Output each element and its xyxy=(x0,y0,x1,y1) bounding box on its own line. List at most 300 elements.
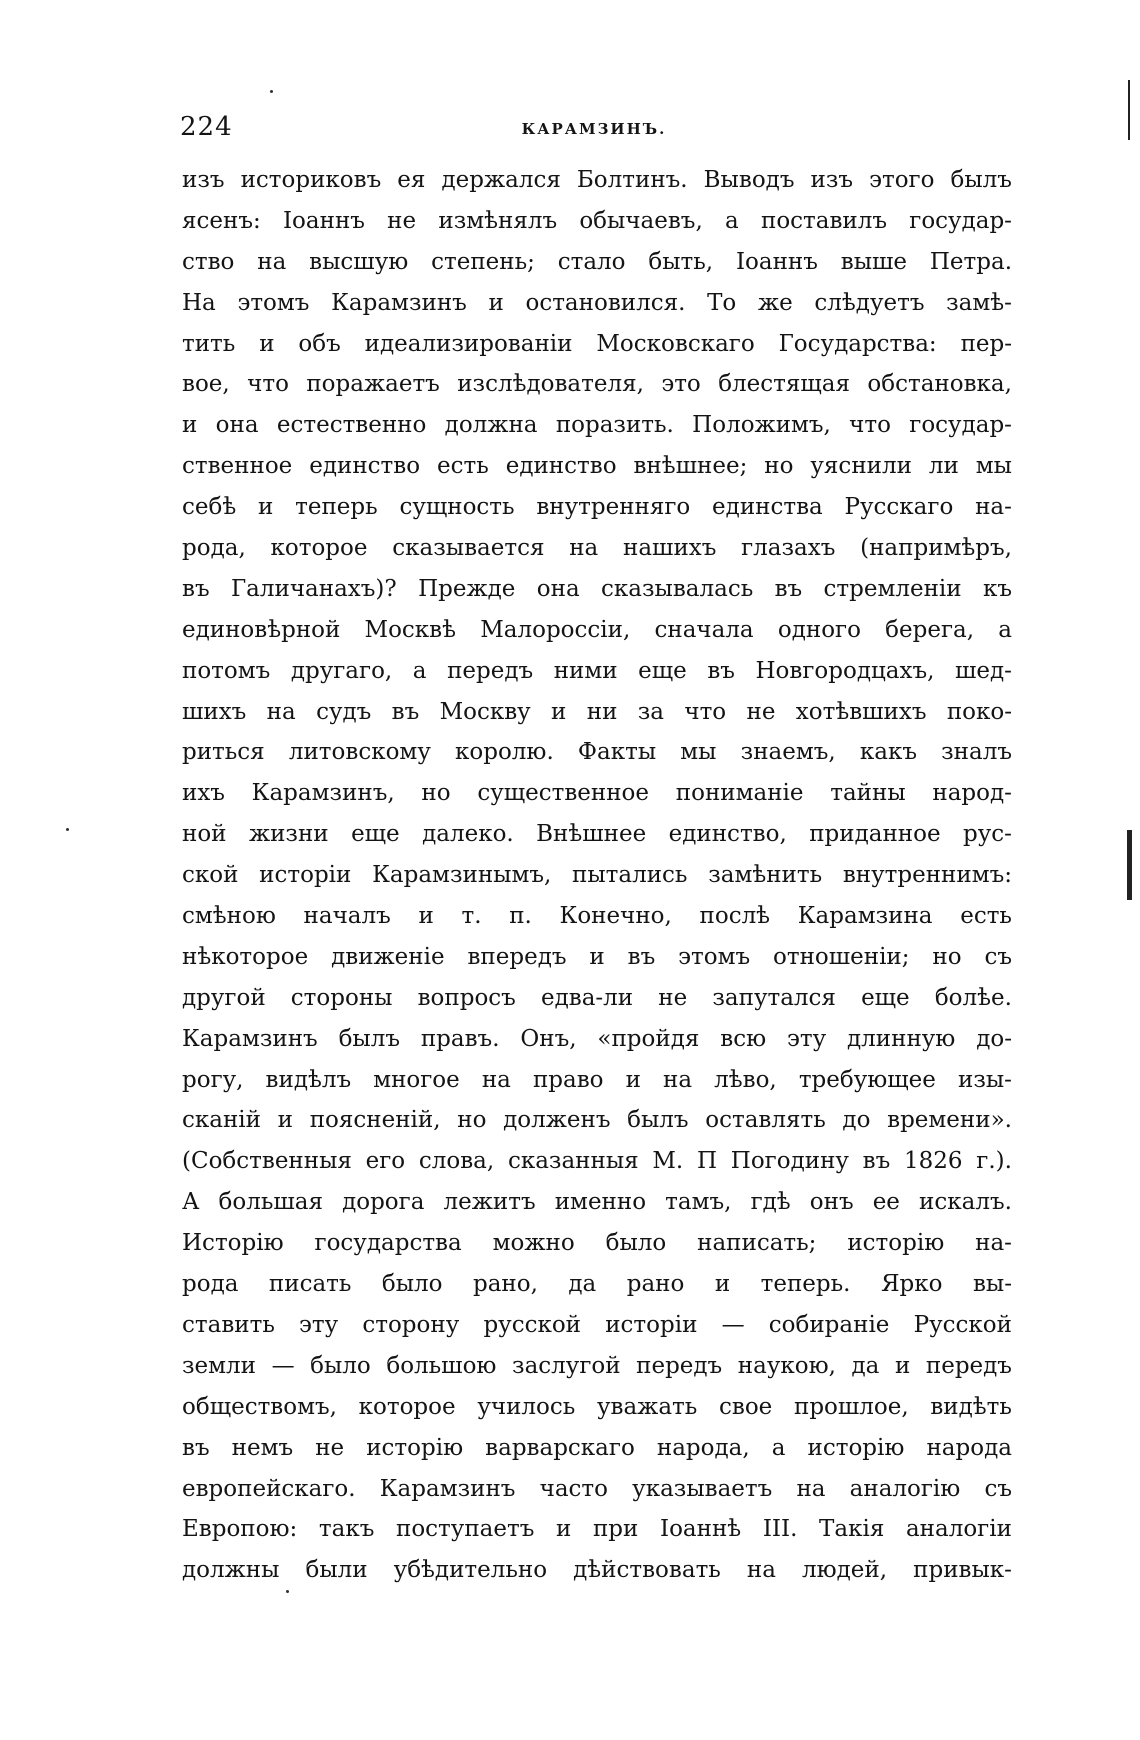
word: ними xyxy=(553,657,618,684)
word: Русской xyxy=(913,1311,1012,1338)
word: лежитъ xyxy=(443,1189,536,1216)
word: искалъ. xyxy=(919,1189,1012,1216)
word: г.). xyxy=(976,1148,1012,1175)
word: болѣе. xyxy=(934,984,1012,1011)
word: пониманіе xyxy=(675,780,804,807)
word: замѣ- xyxy=(946,289,1012,316)
word: ихъ xyxy=(182,780,225,807)
word: былъ xyxy=(627,1107,689,1134)
word: которое xyxy=(270,535,368,562)
word: сторону xyxy=(362,1311,460,1338)
text-line xyxy=(182,569,1012,610)
word: потомъ xyxy=(182,657,271,684)
word: европейскаго. xyxy=(182,1475,356,1502)
word: поступаетъ xyxy=(396,1516,535,1543)
word: единство xyxy=(505,453,617,480)
word: историковъ xyxy=(240,167,382,193)
word: поясненій, xyxy=(309,1107,441,1134)
word: было xyxy=(310,1352,371,1379)
word: есть xyxy=(437,453,489,480)
text-line xyxy=(182,528,1012,569)
word: да xyxy=(851,1352,880,1379)
word: на xyxy=(481,1066,511,1093)
word: Іоаннъ xyxy=(282,207,365,234)
word: аналогію xyxy=(849,1475,961,1502)
word: на xyxy=(796,1475,826,1502)
word: единовѣрной xyxy=(182,616,341,643)
word: высшую xyxy=(309,248,409,275)
scan-speck xyxy=(270,90,273,93)
word: судъ xyxy=(316,698,372,725)
word: а xyxy=(412,657,427,684)
word: съ xyxy=(984,1475,1012,1502)
word: единства xyxy=(712,494,823,521)
body-text xyxy=(182,160,1012,1591)
word: при xyxy=(592,1516,639,1543)
word: тить xyxy=(182,330,236,357)
scan-speck xyxy=(66,828,69,831)
word: въ xyxy=(862,1148,891,1175)
word: требующее xyxy=(798,1066,936,1093)
word: и xyxy=(714,1271,731,1298)
word: ной xyxy=(182,821,227,848)
word: и xyxy=(418,903,434,930)
word: сказывается xyxy=(392,535,545,562)
word: стало xyxy=(557,248,626,275)
text-line xyxy=(182,855,1012,896)
word: поражаетъ xyxy=(306,371,440,398)
word: Новгородцахъ, xyxy=(755,657,935,684)
word: рода xyxy=(182,1271,239,1298)
word: что xyxy=(849,412,891,439)
word: право xyxy=(532,1066,604,1093)
word: заслугой xyxy=(512,1352,621,1379)
word: литовскому xyxy=(288,739,431,766)
word: смѣною xyxy=(182,903,276,930)
word: изъ xyxy=(810,167,854,193)
word: народ- xyxy=(932,780,1012,807)
word: теперь. xyxy=(760,1271,851,1298)
word: уважать xyxy=(596,1393,698,1420)
word: какъ xyxy=(859,739,917,766)
text-line xyxy=(182,324,1012,365)
word: а xyxy=(725,207,739,234)
word: въ xyxy=(182,1434,210,1461)
word: То xyxy=(707,289,737,316)
word: обстановка, xyxy=(867,371,1012,398)
word: Конечно, xyxy=(559,903,672,930)
word: рано xyxy=(626,1271,685,1298)
word: Ярко xyxy=(880,1271,943,1298)
word: и xyxy=(555,1516,572,1543)
word: писать xyxy=(268,1271,352,1298)
word: написать; xyxy=(697,1230,817,1257)
word: едва-ли xyxy=(540,984,634,1011)
word: Выводъ xyxy=(703,167,795,193)
word: нѣкоторое xyxy=(182,943,309,970)
word: аналогіи xyxy=(905,1516,1012,1543)
word: ственное xyxy=(182,453,293,480)
word: т. xyxy=(461,903,482,930)
word: ли xyxy=(928,453,959,480)
word: Москвѣ xyxy=(364,616,457,643)
word: быть, xyxy=(648,248,714,275)
word: собираніе xyxy=(768,1311,890,1338)
word: Петра. xyxy=(929,248,1012,275)
word: большою xyxy=(386,1352,497,1379)
word: поразить. xyxy=(555,412,674,439)
word: Карамзинъ, xyxy=(251,780,395,807)
word: ство xyxy=(182,248,235,275)
word: и xyxy=(589,943,605,970)
word: лѣво, xyxy=(714,1066,777,1093)
text-line xyxy=(182,201,1012,242)
word: другаго, xyxy=(290,657,393,684)
word: людей, xyxy=(802,1557,888,1584)
word: земли xyxy=(182,1352,256,1379)
word: поставилъ xyxy=(760,207,888,234)
word: должны xyxy=(182,1557,280,1584)
word: рус- xyxy=(963,821,1012,848)
word: были xyxy=(305,1557,368,1584)
word: часто xyxy=(539,1475,608,1502)
word: движеніе xyxy=(331,943,445,970)
word: ея xyxy=(397,167,426,193)
word: всю xyxy=(720,1025,767,1052)
word: изслѣдователя, xyxy=(457,371,644,398)
word: прошлое, xyxy=(793,1393,909,1420)
text-line xyxy=(182,814,1012,855)
text-line xyxy=(182,1223,1012,1264)
word: въ xyxy=(774,575,803,602)
word: Карамзинъ xyxy=(182,1025,318,1052)
word: этого xyxy=(869,167,935,193)
text-line xyxy=(182,1141,1012,1182)
word: училось xyxy=(477,1393,576,1420)
word: еще xyxy=(861,984,910,1011)
text-line xyxy=(182,446,1012,487)
text-line xyxy=(182,1346,1012,1387)
word: и xyxy=(182,412,198,439)
word: передъ xyxy=(636,1352,723,1379)
word: должна xyxy=(444,412,538,439)
text-line xyxy=(182,1387,1012,1428)
word: и xyxy=(488,289,504,316)
word: было xyxy=(605,1230,667,1257)
word: можно xyxy=(492,1230,575,1257)
word: Іоаннъ xyxy=(735,248,818,275)
word: гдѣ xyxy=(750,1189,791,1216)
word: но xyxy=(932,943,962,970)
word: III. xyxy=(762,1516,798,1543)
text-line xyxy=(182,1509,1012,1550)
word: далеко. xyxy=(422,821,514,848)
word: пер- xyxy=(960,330,1012,357)
word: за xyxy=(637,698,665,725)
word: многое xyxy=(373,1066,460,1093)
word: стремленіи xyxy=(823,575,962,602)
word: приданное xyxy=(809,821,941,848)
word: и xyxy=(258,494,274,521)
word: естественно xyxy=(276,412,427,439)
word: до xyxy=(842,1107,871,1134)
word: долженъ xyxy=(503,1107,611,1134)
word: существенное xyxy=(477,780,650,807)
word: русской xyxy=(483,1311,582,1338)
word: государ- xyxy=(909,207,1012,234)
word: рогу, xyxy=(182,1066,244,1093)
word: Малороссіи, xyxy=(480,616,631,643)
text-line xyxy=(182,405,1012,446)
word: Москву xyxy=(439,698,531,725)
word: теперь xyxy=(295,494,378,521)
word: сказывалась xyxy=(601,575,754,602)
word: Погодину xyxy=(730,1148,849,1175)
word: слѣдуетъ xyxy=(814,289,925,316)
word: (Собственныя xyxy=(182,1148,352,1175)
word: было xyxy=(381,1271,443,1298)
word: дорога xyxy=(342,1189,425,1216)
word: но xyxy=(764,453,794,480)
word: но xyxy=(457,1107,487,1134)
text-line xyxy=(182,1264,1012,1305)
word: Такія xyxy=(819,1516,885,1543)
word: передъ xyxy=(447,657,534,684)
word: изы- xyxy=(957,1066,1012,1093)
text-line xyxy=(182,651,1012,692)
word: что xyxy=(247,371,289,398)
word: на xyxy=(257,248,287,275)
word: Прежде xyxy=(418,575,516,602)
word: шихъ xyxy=(182,698,247,725)
word: именно xyxy=(554,1189,647,1216)
word: началъ xyxy=(303,903,391,930)
word: да xyxy=(568,1271,597,1298)
word: на xyxy=(746,1557,776,1584)
word: знаемъ, xyxy=(740,739,836,766)
word: изъ xyxy=(182,167,225,193)
word: Галичанахъ)? xyxy=(230,575,397,602)
word: Іоаннѣ xyxy=(659,1516,742,1543)
word: выше xyxy=(840,248,907,275)
word: нашихъ xyxy=(623,535,717,562)
word: на xyxy=(663,1066,693,1093)
word: впередъ xyxy=(467,943,567,970)
text-line xyxy=(182,364,1012,405)
word: степень; xyxy=(431,248,535,275)
word: онъ xyxy=(809,1189,854,1216)
page-number: 224 xyxy=(180,112,233,142)
text-line xyxy=(182,1060,1012,1101)
word: себѣ xyxy=(182,494,237,521)
word: единство xyxy=(309,453,421,480)
word: королю. xyxy=(455,739,554,766)
word: исторію xyxy=(807,1434,905,1461)
word: въ xyxy=(182,575,210,602)
word: сущность xyxy=(399,494,515,521)
text-line xyxy=(182,1428,1012,1469)
word: же xyxy=(757,289,793,316)
word: другой xyxy=(182,984,266,1011)
word: исторіи xyxy=(259,862,352,889)
word: что xyxy=(684,698,727,725)
word: мы xyxy=(680,739,717,766)
word: Внѣшнее xyxy=(536,821,647,848)
word: Государства: xyxy=(778,330,937,357)
word: держался xyxy=(441,167,561,193)
word: одного xyxy=(777,616,861,643)
word: Карамзинъ xyxy=(331,289,467,316)
word: Болтинъ. xyxy=(576,167,688,193)
text-line xyxy=(182,732,1012,773)
word: наукою, xyxy=(737,1352,836,1379)
word: 1826 xyxy=(904,1148,963,1175)
word: передъ xyxy=(925,1352,1012,1379)
word: такъ xyxy=(318,1516,375,1543)
word: Европою: xyxy=(182,1516,298,1543)
text-line xyxy=(182,1182,1012,1223)
word: обычаевъ, xyxy=(579,207,703,234)
word: но xyxy=(421,780,451,807)
word: былъ xyxy=(950,167,1012,193)
text-line xyxy=(182,896,1012,937)
word: варварскаго xyxy=(485,1434,635,1461)
text-line xyxy=(182,283,1012,324)
word: исторіи xyxy=(605,1311,698,1338)
word: рано, xyxy=(472,1271,538,1298)
word: внутренняго xyxy=(536,494,691,521)
text-line xyxy=(182,487,1012,528)
word: на- xyxy=(975,1230,1012,1257)
word: исторію xyxy=(366,1434,464,1461)
word: не xyxy=(387,207,417,234)
running-head xyxy=(180,112,1008,146)
word: государства xyxy=(314,1230,462,1257)
word: она xyxy=(215,412,259,439)
word: (напримѣръ, xyxy=(860,535,1012,562)
text-line xyxy=(182,242,1012,283)
word: идеализированіи xyxy=(364,330,573,357)
word: въ xyxy=(391,698,420,725)
text-line xyxy=(182,1019,1012,1060)
word: единство, xyxy=(668,821,787,848)
word: рода, xyxy=(182,535,246,562)
word: уяснили xyxy=(810,453,912,480)
word: есть xyxy=(960,903,1012,930)
word: ясенъ: xyxy=(182,207,261,234)
word: эту xyxy=(787,1025,827,1052)
word: блестящая xyxy=(718,371,850,398)
word: не xyxy=(746,698,776,725)
word: п. xyxy=(509,903,532,930)
text-line xyxy=(182,1550,1012,1591)
word: сказанныя xyxy=(507,1148,639,1175)
word: правъ. xyxy=(420,1025,500,1052)
word: которое xyxy=(358,1393,456,1420)
word: сканій xyxy=(182,1107,261,1134)
page-edge-mark xyxy=(1128,80,1130,140)
word: народа xyxy=(926,1434,1012,1461)
text-line xyxy=(182,1100,1012,1141)
word: не xyxy=(315,1434,345,1461)
text-line xyxy=(182,1469,1012,1510)
word: а xyxy=(771,1434,786,1461)
text-line xyxy=(182,160,1012,201)
word: замѣнить xyxy=(708,862,823,889)
word: эту xyxy=(299,1311,339,1338)
word: глазахъ xyxy=(741,535,836,562)
text-line xyxy=(182,1305,1012,1346)
word: свое xyxy=(718,1393,773,1420)
word: вопросъ xyxy=(417,984,516,1011)
word: привык- xyxy=(913,1557,1012,1584)
word: пытались xyxy=(572,862,688,889)
word: еще xyxy=(351,821,400,848)
word: немъ xyxy=(231,1434,294,1461)
word: съ xyxy=(984,943,1012,970)
word: ни xyxy=(586,698,618,725)
word: Карамзинъ xyxy=(379,1475,516,1502)
word: до- xyxy=(976,1025,1012,1052)
word: еще xyxy=(638,657,687,684)
word: берега, xyxy=(885,616,975,643)
word: послѣ xyxy=(699,903,771,930)
word: указываетъ xyxy=(632,1475,773,1502)
word: Онъ, xyxy=(520,1025,577,1052)
word: и xyxy=(277,1107,294,1134)
word: запутался xyxy=(712,984,836,1011)
word: убѣдительно xyxy=(393,1557,548,1584)
text-line xyxy=(182,610,1012,651)
word: П xyxy=(696,1148,718,1175)
word: тамъ, xyxy=(665,1189,732,1216)
word: На xyxy=(182,289,216,316)
word: жизни xyxy=(248,821,329,848)
word: дѣйствовать xyxy=(573,1557,721,1584)
word: и xyxy=(259,330,275,357)
page-edge-mark xyxy=(1127,830,1132,900)
word: длинную xyxy=(847,1025,956,1052)
word: это xyxy=(661,371,701,398)
word: Исторію xyxy=(182,1230,284,1257)
word: риться xyxy=(182,739,265,766)
scan-speck xyxy=(286,1590,289,1593)
word: вое, xyxy=(182,371,230,398)
word: времени». xyxy=(887,1107,1012,1134)
word: «пройдя xyxy=(597,1025,700,1052)
word: ской xyxy=(182,862,239,889)
word: обществомъ, xyxy=(182,1393,337,1420)
word: на xyxy=(266,698,296,725)
running-title: КАРАМЗИНЪ. xyxy=(521,120,667,138)
word: Русскаго xyxy=(844,494,954,521)
word: а xyxy=(998,616,1012,643)
word: — xyxy=(721,1311,745,1338)
word: этомъ xyxy=(237,289,310,316)
word: поко- xyxy=(946,698,1012,725)
word: въ xyxy=(707,657,735,684)
word: и xyxy=(551,698,567,725)
word: Положимъ, xyxy=(692,412,831,439)
word: и xyxy=(894,1352,911,1379)
word: зналъ xyxy=(941,739,1012,766)
word: мы xyxy=(975,453,1012,480)
word: стороны xyxy=(290,984,393,1011)
word: внѣшнее; xyxy=(633,453,748,480)
word: М. xyxy=(652,1148,684,1175)
word: отношеніи; xyxy=(773,943,910,970)
word: Карамзинымъ, xyxy=(372,862,552,889)
